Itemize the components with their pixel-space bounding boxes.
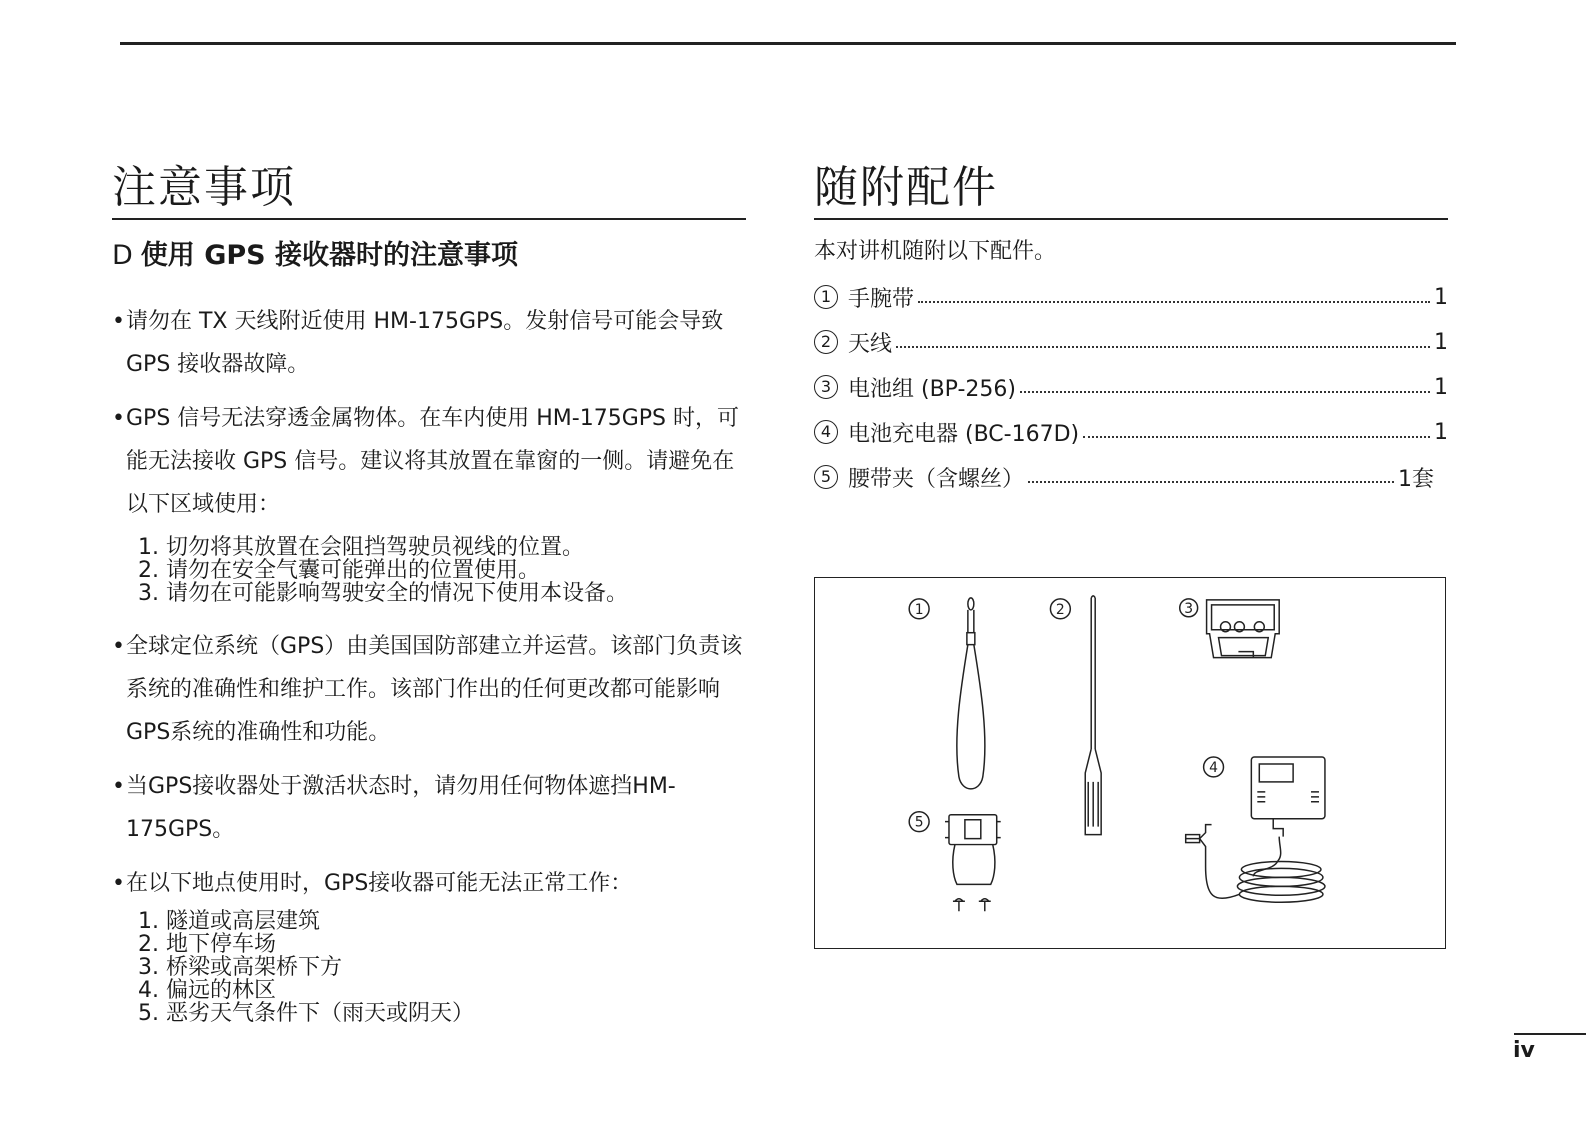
accessories-intro: 本对讲机随附以下配件。	[814, 239, 1057, 264]
accessory-name: 腰带夹（含螺丝）	[848, 466, 1025, 492]
page-title-accessories: 随附配件	[814, 160, 1448, 220]
item-number: 1	[814, 285, 838, 309]
accessory-row-antenna	[814, 326, 1448, 358]
bullet-dot: •	[112, 774, 125, 799]
bullet-item	[112, 397, 752, 526]
footer-rule	[1514, 1033, 1586, 1035]
accessory-name: 手腕带	[848, 286, 915, 312]
item-number: 3	[814, 375, 838, 399]
item-number: 5	[814, 465, 838, 489]
figure-label: 1	[914, 601, 924, 618]
accessories-illustration	[814, 577, 1446, 949]
figure-label: 4	[1209, 759, 1218, 776]
avoid-area-list	[138, 536, 628, 605]
charger-drawing	[1186, 757, 1325, 902]
dot-leader	[1028, 481, 1394, 483]
list-item: 5. 恶劣天气条件下（雨天或阴天）	[138, 1001, 474, 1026]
accessory-qty: 1套	[1398, 466, 1434, 492]
top-rule	[120, 42, 1456, 45]
hand-strap-drawing	[957, 598, 985, 789]
item-number: 2	[814, 330, 838, 354]
dot-leader	[1083, 436, 1430, 438]
bullet-item	[112, 765, 752, 851]
figure-label: 2	[1055, 601, 1065, 618]
accessory-row-belt-clip	[814, 461, 1434, 493]
accessory-qty: 1	[1434, 374, 1448, 400]
accessory-qty: 1	[1434, 419, 1448, 445]
list-item: 3. 请勿在可能影响驾驶安全的情况下使用本设备。	[138, 581, 628, 606]
antenna-drawing	[1085, 596, 1101, 835]
bullet-text: 请勿在 TX 天线附近使用 HM-175GPS。发射信号可能会导致 GPS 接收器故障。	[126, 309, 724, 377]
dot-leader	[1020, 391, 1430, 393]
list-item: 1. 隧道或高层建筑	[138, 909, 320, 934]
location-list	[138, 910, 474, 1025]
bullet-dot: •	[112, 871, 125, 896]
bullet-item	[112, 862, 752, 905]
dot-leader	[918, 301, 1430, 303]
battery-pack-drawing	[1207, 600, 1280, 658]
bullet-dot: •	[112, 634, 125, 659]
bullet-dot: •	[112, 309, 125, 334]
item-number: 4	[814, 420, 838, 444]
section-title-gps	[112, 238, 518, 274]
accessory-qty: 1	[1434, 329, 1448, 355]
bullet-dot: •	[112, 406, 125, 431]
list-item: 2. 地下停车场	[138, 932, 276, 957]
bullet-text: 在以下地点使用时，GPS接收器可能无法正常工作：	[126, 871, 633, 896]
figure-label: 5	[914, 814, 924, 831]
accessory-row-strap	[814, 281, 1448, 313]
bullet-text: 全球定位系统（GPS）由美国国防部建立并运营。该部门负责该系统的准确性和维护工作。该部门作出的任何更改都可能影响GPS系统的准确性和功能。	[126, 634, 743, 745]
bullet-item	[112, 625, 752, 754]
bullet-item	[112, 300, 752, 386]
accessory-name: 电池组 (BP-256)	[848, 376, 1016, 402]
list-item: 4. 偏远的林区	[138, 978, 276, 1003]
belt-clip-drawing	[945, 815, 1001, 911]
accessory-name: 天线	[848, 331, 893, 357]
accessory-qty: 1	[1434, 284, 1448, 310]
page-title-precautions: 注意事项	[112, 160, 746, 220]
accessory-row-battery	[814, 371, 1448, 403]
page-number: iv	[1513, 1038, 1535, 1063]
section-title-text: 使用 GPS 接收器时的注意事项	[140, 240, 518, 271]
list-item: 3. 桥梁或高架桥下方	[138, 955, 342, 980]
section-marker: D	[112, 240, 133, 271]
dot-leader	[896, 346, 1430, 348]
list-item: 1. 切勿将其放置在会阻挡驾驶员视线的位置。	[138, 535, 584, 560]
accessory-row-charger	[814, 416, 1448, 448]
bullet-text: GPS 信号无法穿透金属物体。在车内使用 HM-175GPS 时，可能无法接收 GPS 信号。建议将其放置在靠窗的一侧。请避免在以下区域使用：	[126, 406, 739, 517]
list-item: 2. 请勿在安全气囊可能弹出的位置使用。	[138, 558, 540, 583]
figure-label: 3	[1184, 600, 1194, 617]
accessory-name: 电池充电器 (BC-167D)	[848, 421, 1080, 447]
bullet-text: 当GPS接收器处于激活状态时，请勿用任何物体遮挡HM-175GPS。	[126, 774, 676, 842]
